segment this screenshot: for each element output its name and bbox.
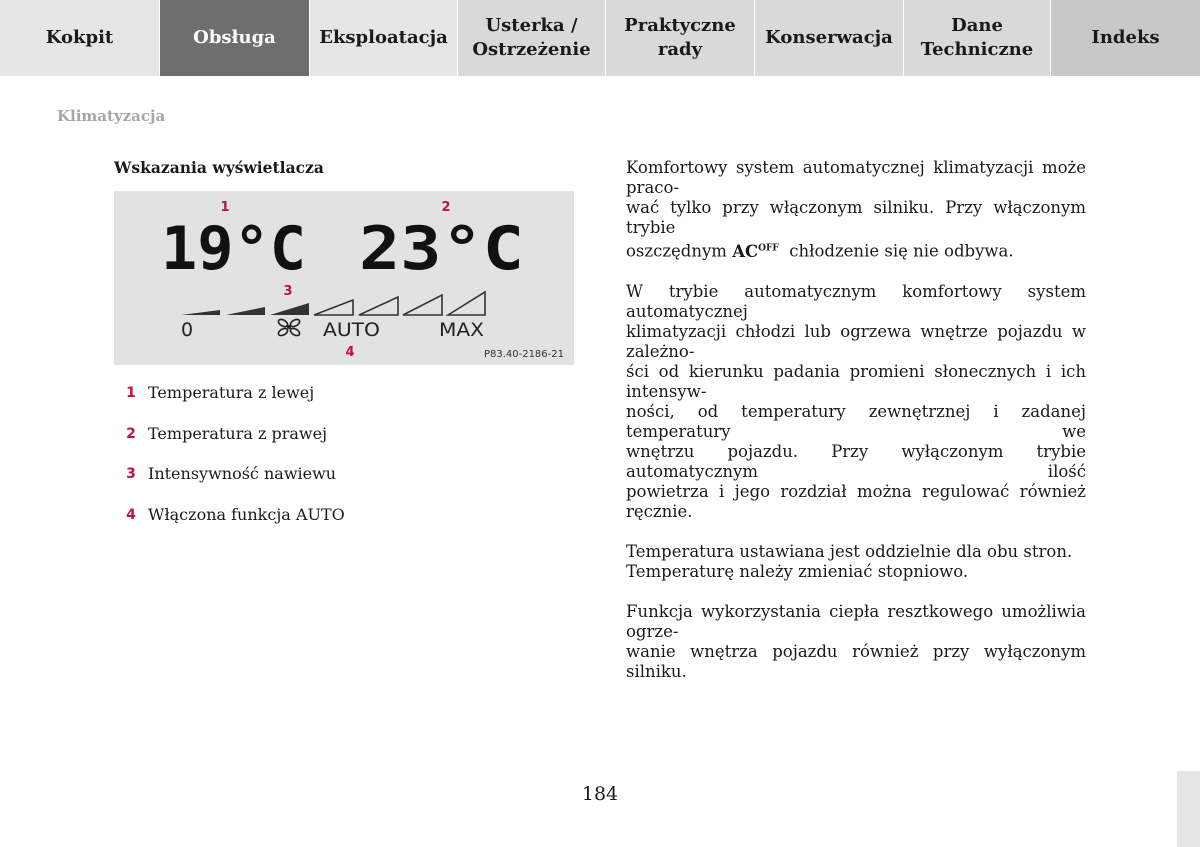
fan-zero-label: 0	[181, 319, 194, 341]
fan-icon	[277, 318, 301, 337]
body-text-column	[626, 158, 1086, 702]
fan-bar-6	[403, 295, 442, 315]
legend-text: Temperatura z prawej	[148, 423, 328, 443]
text-line: wać tylko przy włączonym silniku. Przy włączonym trybie	[626, 198, 1086, 237]
auto-label: AUTO	[323, 319, 380, 341]
text-line: klimatyzacji chłodzi lub ogrzewa wnętrze pojazdu w zależno-	[626, 321, 1086, 361]
legend-item	[114, 383, 345, 424]
paragraph-ac	[626, 158, 1086, 262]
legend-number: 1	[126, 385, 136, 401]
legend-number: 4	[126, 506, 136, 523]
legend-text: Temperatura z lewej	[148, 383, 315, 402]
paragraph-residual-heat	[626, 602, 1086, 682]
max-label: MAX	[439, 319, 484, 341]
fan-bar-7	[448, 292, 485, 315]
tab-dane-techniczne[interactable]: Dane Techniczne	[904, 0, 1051, 76]
ac-main: AC	[732, 241, 759, 261]
legend-list	[114, 383, 345, 545]
page-corner-tab	[1177, 771, 1200, 847]
tab-indeks[interactable]: Indeks	[1051, 0, 1200, 76]
section-title: Klimatyzacja	[57, 107, 166, 125]
paragraph-temperature	[626, 542, 1086, 582]
legend-text: Intensywność nawiewu	[148, 464, 337, 483]
legend-number: 3	[126, 466, 136, 482]
text-line: Komfortowy system automatycznej klimatyzacji może praco-	[626, 158, 1086, 197]
tab-usterka[interactable]: Usterka / Ostrzeżenie	[458, 0, 606, 76]
callout-4: 4	[345, 345, 355, 360]
legend-item	[114, 424, 345, 465]
right-temperature: 23°C	[359, 214, 524, 284]
text-line: powietrza i jego rozdział można regulować również ręcznie.	[626, 481, 1086, 521]
text-line: wanie wnętrza pojazdu również przy wyłączonym silniku.	[626, 641, 1086, 681]
ac-off-superscript: OFF	[758, 243, 779, 253]
legend-item	[114, 464, 345, 505]
text-line: Temperatura ustawiana jest oddzielnie dla obu stron.	[626, 541, 1073, 561]
text-line	[626, 238, 1086, 262]
tab-eksploatacja[interactable]: Eksploatacja	[310, 0, 458, 76]
text-fragment: chłodzenie się nie odbywa.	[789, 241, 1014, 261]
callout-1: 1	[220, 200, 230, 215]
text-line: W trybie automatycznym komfortowy system automatycznej	[626, 281, 1086, 321]
tab-obsluga[interactable]: Obsługa	[160, 0, 310, 76]
callout-3: 3	[283, 284, 293, 299]
legend-number: 2	[126, 425, 136, 442]
fan-bar-1	[181, 310, 220, 315]
text-line: ności, od temperatury zewnętrznej i zadanej temperatury we	[626, 401, 1086, 441]
left-temperature: 19°C	[161, 214, 306, 284]
text-line: wnętrzu pojazdu. Przy wyłączonym trybie automatycznym ilość	[626, 441, 1086, 481]
text-fragment: oszczędnym	[626, 241, 727, 261]
tab-konserwacja[interactable]: Konserwacja	[755, 0, 904, 76]
text-line: Temperaturę należy zmieniać stopniowo.	[626, 561, 969, 581]
tab-praktyczne-rady[interactable]: Praktyczne rady	[606, 0, 755, 76]
subheading: Wskazania wyświetlacza	[114, 158, 324, 177]
fan-level-bars	[181, 292, 485, 315]
ac-symbol	[732, 242, 779, 261]
text-line: ści od kierunku padania promieni słonecznych i ich intensyw-	[626, 361, 1086, 401]
fan-bar-4	[314, 300, 353, 315]
fan-bar-3	[270, 303, 309, 315]
legend-text: Włączona funkcja AUTO	[148, 504, 345, 524]
text-line: Funkcja wykorzystania ciepła resztkowego umożliwia ogrze-	[626, 601, 1086, 641]
paragraph-auto-mode	[626, 282, 1086, 522]
fan-bar-2	[226, 307, 265, 315]
chapter-tabs	[0, 0, 1200, 76]
page-number: 184	[581, 783, 619, 805]
tab-kokpit[interactable]: Kokpit	[0, 0, 160, 76]
fan-bar-5	[359, 297, 398, 315]
display-svg	[114, 191, 574, 365]
figure-code: P83.40-2186-21	[483, 349, 564, 360]
legend-item	[114, 505, 345, 546]
climate-display-figure	[114, 191, 574, 365]
callout-2: 2	[441, 200, 451, 215]
